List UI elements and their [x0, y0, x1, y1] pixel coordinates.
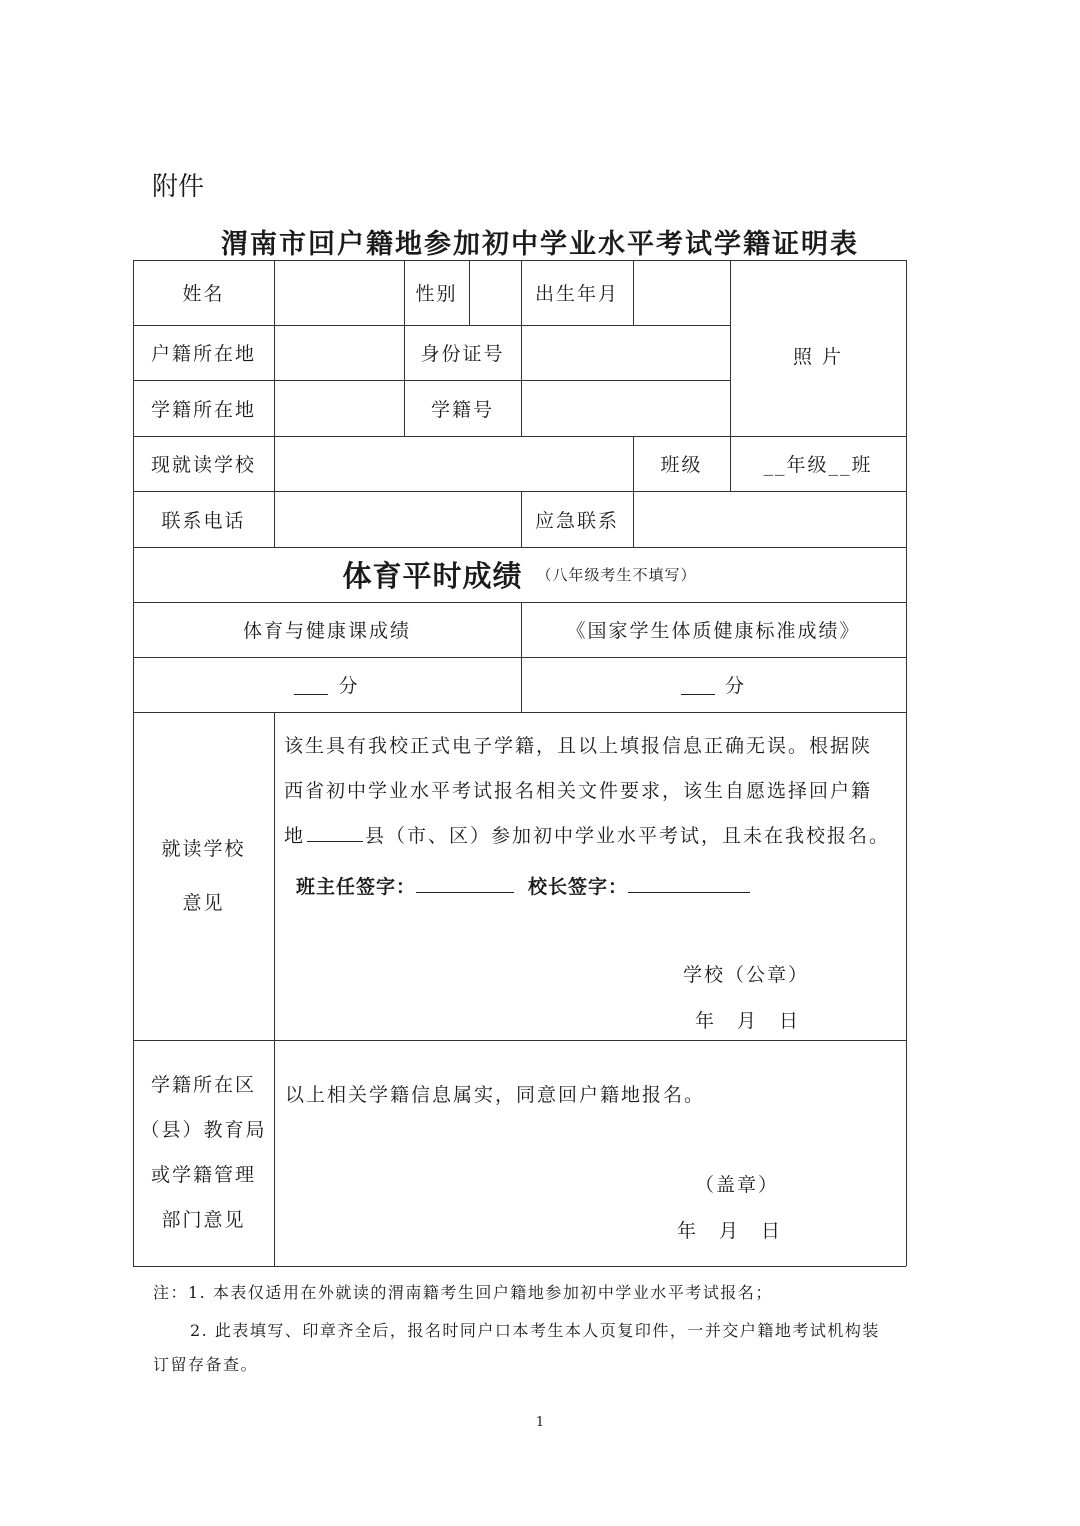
- bureau-seal-label: （盖章）: [695, 1174, 780, 1196]
- school-opinion-text: [284, 724, 902, 859]
- pe-standard-score-field[interactable]: [521, 657, 906, 712]
- school-opinion-label-line: 就读学校: [161, 838, 246, 860]
- birth-field[interactable]: [633, 260, 730, 325]
- score-unit: 分: [724, 675, 746, 697]
- pe-score-header: [133, 547, 906, 602]
- bureau-label-line: 学籍所在区: [150, 1074, 256, 1096]
- attachment-label: 附件: [152, 172, 205, 202]
- emergency-contact-field[interactable]: [633, 491, 906, 547]
- phone-label: 联系电话: [161, 509, 246, 532]
- opinion-line: 该生具有我校正式电子学籍，且以上填报信息正确无误。根据陕: [284, 735, 873, 757]
- pe-course-label: 体育与健康课成绩: [242, 620, 411, 642]
- note-1: 注：1. 本表仅适用在外就读的渭南籍考生回户籍地参加初中学业水平考试报名；: [153, 1283, 773, 1302]
- xueji-number-field[interactable]: [521, 380, 730, 436]
- page-number: 1: [535, 1415, 545, 1430]
- bureau-opinion-label: [133, 1040, 274, 1266]
- opinion-line: 地 县（市、区）参加初中学业水平考试，且未在我校报名。: [284, 814, 902, 859]
- school-opinion-label: [133, 712, 274, 1040]
- principal-sign-field[interactable]: [628, 872, 750, 893]
- name-field[interactable]: [274, 260, 404, 325]
- signature-line: [296, 872, 750, 899]
- bureau-opinion-text: 以上相关学籍信息属实，同意回户籍地报名。: [285, 1084, 706, 1106]
- pe-score-title: 体育平时成绩: [342, 559, 523, 593]
- xueji-number-label: 学籍号: [430, 398, 494, 421]
- xueji-place-label: 学籍所在地: [150, 398, 256, 421]
- gender-field[interactable]: [469, 260, 521, 325]
- principal-sign-label: 校长签字：: [528, 876, 629, 898]
- bureau-date: 年 月 日: [677, 1220, 783, 1242]
- county-blank[interactable]: [307, 821, 363, 842]
- school-opinion-label-line: 意见: [182, 892, 225, 914]
- bureau-label-line: 部门意见: [161, 1209, 246, 1231]
- hukou-field[interactable]: [274, 325, 404, 380]
- note-2-line-1: 2. 此表填写、印章齐全后，报名时同户口本考生本人页复印件，一并交户籍地考试机构装: [190, 1321, 880, 1340]
- bureau-label-line: （县）教育局: [140, 1119, 267, 1141]
- hukou-label: 户籍所在地: [150, 343, 256, 365]
- school-label: 现就读学校: [150, 454, 256, 476]
- phone-field[interactable]: [274, 491, 521, 547]
- opinion-line: 西省初中学业水平考试报名相关文件要求，该生自愿选择回户籍: [284, 780, 873, 802]
- class-label: 班级: [660, 454, 703, 476]
- photo-area[interactable]: [730, 260, 906, 436]
- form-title: 渭南市回户籍地参加初中学业水平考试学籍证明表: [221, 229, 859, 260]
- note-2-line-2: 订留存备查。: [153, 1355, 259, 1374]
- teacher-sign-label: 班主任签字：: [296, 876, 417, 898]
- score-unit: 分: [338, 675, 360, 697]
- score-blank[interactable]: [681, 674, 715, 695]
- name-label: 姓名: [182, 283, 225, 305]
- gender-label: 性别: [415, 283, 458, 305]
- photo-label: 照 片: [792, 346, 844, 368]
- pe-score-note: （八年级考生不填写）: [536, 566, 697, 584]
- score-blank[interactable]: [294, 674, 328, 695]
- bureau-label-line: 或学籍管理: [150, 1164, 256, 1186]
- xueji-place-field[interactable]: [274, 380, 404, 436]
- id-number-label: 身份证号: [420, 343, 505, 365]
- birth-label: 出生年月: [534, 283, 619, 305]
- teacher-sign-field[interactable]: [416, 872, 514, 893]
- id-number-field[interactable]: [521, 325, 730, 380]
- emergency-contact-label: 应急联系: [534, 509, 619, 532]
- certificate-form-table: [133, 260, 906, 1266]
- table-border-right: [906, 260, 907, 1266]
- pe-standard-label: 《国家学生体质健康标准成绩》: [566, 620, 861, 642]
- table-border-bottom: [133, 1266, 906, 1267]
- school-field[interactable]: [274, 436, 633, 491]
- pe-course-score-field[interactable]: [133, 657, 521, 712]
- col-divider: [274, 712, 275, 1266]
- class-field[interactable]: __年级__班: [763, 454, 873, 476]
- school-seal-label: 学校（公章）: [683, 964, 810, 986]
- school-date: 年 月 日: [695, 1010, 801, 1032]
